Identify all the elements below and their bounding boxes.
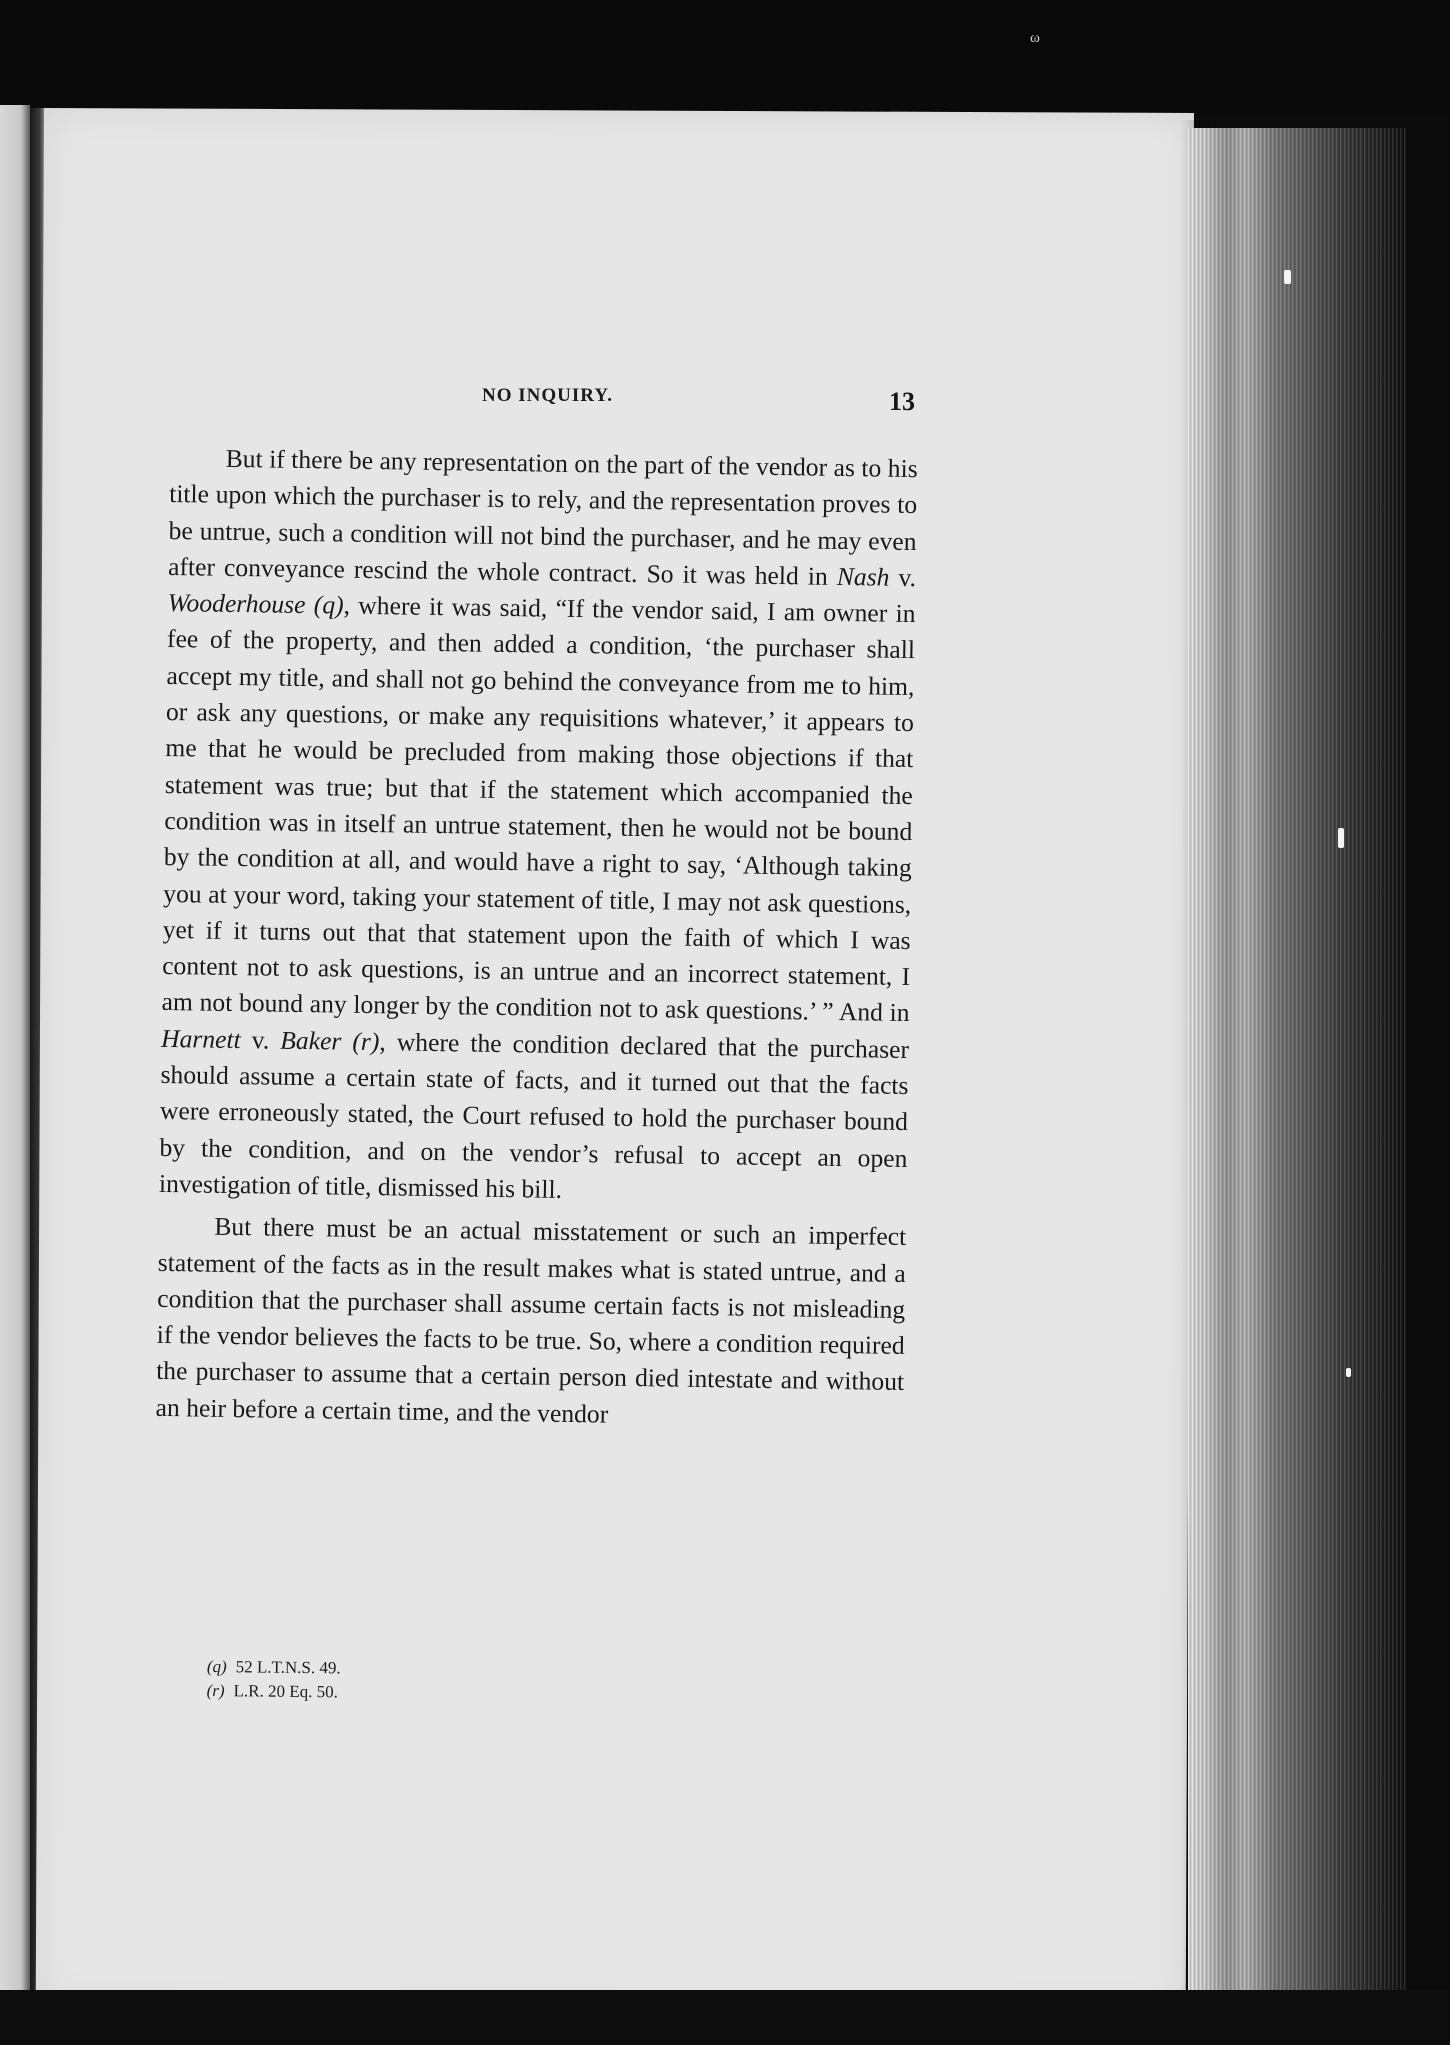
footnote-ref: (r) <box>352 1026 380 1056</box>
edge-speck <box>1338 828 1344 848</box>
scan-background-bottom <box>0 1990 1450 2045</box>
footnote-text: 52 L.T.N.S. 49. <box>235 1657 341 1678</box>
case-name: Harnett <box>160 1023 241 1054</box>
case-name: Wooderhouse <box>167 588 306 620</box>
footnotes <box>206 1655 340 1704</box>
text-run: v. <box>240 1024 281 1055</box>
scan-mark: ω <box>1030 30 1040 46</box>
text-run: , where the condition declared that the purchaser should assume a certain state of facts, and it turned out that the facts were erroneously stated, the Court refused to hold the purchaser bound by the condition, and on the vendor’s refusal to accept an open investigation of title, dismissed his bill. <box>158 1026 910 1204</box>
page-number: 13 <box>889 387 915 416</box>
edge-speck <box>1284 270 1291 284</box>
footnote <box>207 1655 341 1680</box>
facing-page-edge <box>0 105 30 1990</box>
edge-speck <box>1346 1368 1351 1377</box>
book-fore-edge <box>1188 128 1406 2008</box>
paragraph-1 <box>159 440 918 1213</box>
body-text <box>155 440 918 1437</box>
case-name: Baker <box>280 1025 342 1056</box>
footnote <box>206 1679 340 1704</box>
running-head: NO INQUIRY. <box>482 385 614 406</box>
text-run: , where it was said, “If the vendor said, I am owner in fee of the property, and then added a condition, ‘the purchaser shall accept my title, and shall not go behind the conveyance from me to him, or ask any questions, or make any requisitions whatever,’ it appears to me that he would be precluded from making those objections if that statement was true; but that if the statement which accompanied the condition was in itself an untrue statement, then he would not be bound by the condition at all, and would have a right to say, ‘Although taking you at your word, taking your statement of title, I may not ask questions, yet if it turns out that that statement upon the faith of which I was content not to ask questions, is an untrue and an incorrect statement, I am not bound any longer by the condition not to ask questions.’ ” And in <box>161 590 916 1028</box>
case-name: Nash <box>836 561 890 592</box>
footnote-mark: (q) <box>206 1656 227 1677</box>
footnote-mark: (r) <box>206 1680 225 1701</box>
scan-background-top <box>0 0 1450 115</box>
footnote-ref: (q) <box>313 590 344 620</box>
footnote-text: L.R. 20 Eq. 50. <box>233 1681 339 1702</box>
paragraph-2: But there must be an actual misstatement or such an imperfect statement of the facts as in the result makes what is stated untrue, and a condition that the purchaser shall assume certain facts is not misleading if the vendor believes the facts to be true. So, where a condition required the purchaser to assume that a certain person died intestate and without an heir before a certain time, and the vendor <box>155 1211 907 1429</box>
text-run: But if there be any representation on the part of the vendor as to his title upon which the purchaser is to rely, and the representation proves to be untrue, such a condition will not bind the purchaser, and he may even after conveyance rescind the whole contract. So it was held in <box>167 443 918 591</box>
text-run: v. <box>889 562 917 592</box>
